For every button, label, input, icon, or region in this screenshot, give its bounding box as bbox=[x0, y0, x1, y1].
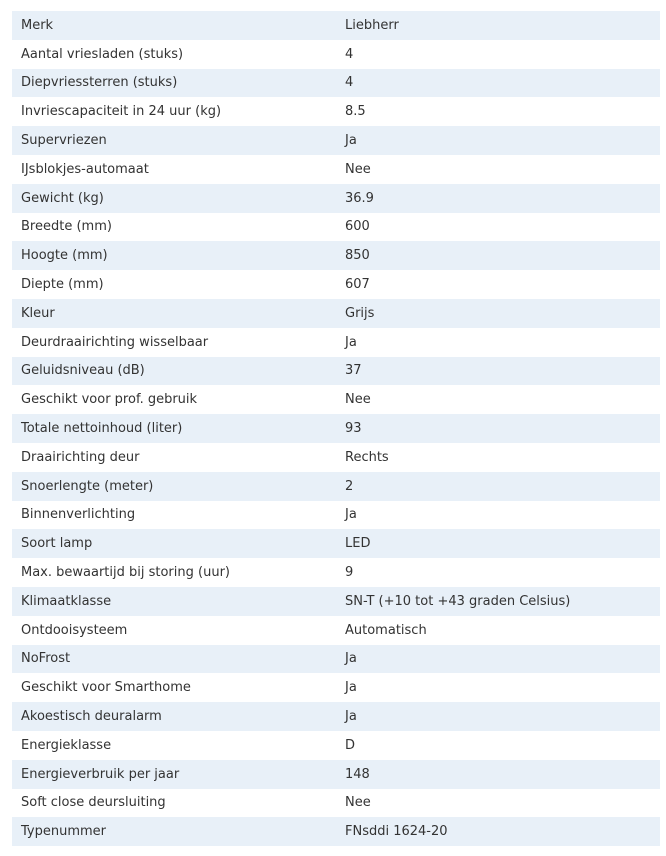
spec-row bbox=[12, 184, 660, 213]
spec-label: Typenummer bbox=[12, 817, 336, 846]
spec-value: FNsddi 1624-20 bbox=[336, 817, 660, 846]
spec-label: Klimaatklasse bbox=[12, 587, 336, 616]
spec-label: Hoogte (mm) bbox=[12, 241, 336, 270]
spec-row bbox=[12, 357, 660, 386]
spec-row bbox=[12, 241, 660, 270]
spec-row bbox=[12, 702, 660, 731]
spec-row bbox=[12, 645, 660, 674]
spec-value: 93 bbox=[336, 414, 660, 443]
spec-row bbox=[12, 414, 660, 443]
spec-row bbox=[12, 673, 660, 702]
spec-row bbox=[12, 817, 660, 846]
spec-value: Grijs bbox=[336, 299, 660, 328]
spec-row bbox=[12, 69, 660, 98]
spec-label: Aantal vriesladen (stuks) bbox=[12, 40, 336, 69]
spec-row bbox=[12, 126, 660, 155]
spec-value: 8.5 bbox=[336, 97, 660, 126]
spec-row bbox=[12, 385, 660, 414]
spec-value: 4 bbox=[336, 40, 660, 69]
spec-label: Geluidsniveau (dB) bbox=[12, 357, 336, 386]
spec-value: LED bbox=[336, 529, 660, 558]
spec-label: Energieklasse bbox=[12, 731, 336, 760]
spec-value: Nee bbox=[336, 789, 660, 818]
spec-value: Ja bbox=[336, 673, 660, 702]
spec-label: Akoestisch deuralarm bbox=[12, 702, 336, 731]
spec-value: Nee bbox=[336, 385, 660, 414]
spec-label: Geschikt voor prof. gebruik bbox=[12, 385, 336, 414]
spec-label: Invriescapaciteit in 24 uur (kg) bbox=[12, 97, 336, 126]
spec-label: Geschikt voor Smarthome bbox=[12, 673, 336, 702]
spec-row bbox=[12, 472, 660, 501]
spec-value: 4 bbox=[336, 69, 660, 98]
spec-row bbox=[12, 40, 660, 69]
spec-value: 36.9 bbox=[336, 184, 660, 213]
spec-value: D bbox=[336, 731, 660, 760]
spec-label: Draairichting deur bbox=[12, 443, 336, 472]
spec-label: Snoerlengte (meter) bbox=[12, 472, 336, 501]
spec-row bbox=[12, 97, 660, 126]
spec-label: Breedte (mm) bbox=[12, 213, 336, 242]
spec-row bbox=[12, 11, 660, 40]
spec-row bbox=[12, 501, 660, 530]
spec-label: Binnenverlichting bbox=[12, 501, 336, 530]
spec-value: Liebherr bbox=[336, 11, 660, 40]
spec-value: Ja bbox=[336, 501, 660, 530]
spec-row bbox=[12, 270, 660, 299]
spec-value: 148 bbox=[336, 760, 660, 789]
spec-row bbox=[12, 155, 660, 184]
spec-value: 607 bbox=[336, 270, 660, 299]
spec-row bbox=[12, 789, 660, 818]
spec-value: SN-T (+10 tot +43 graden Celsius) bbox=[336, 587, 660, 616]
spec-row bbox=[12, 558, 660, 587]
spec-value: Nee bbox=[336, 155, 660, 184]
spec-label: Energieverbruik per jaar bbox=[12, 760, 336, 789]
spec-value: 2 bbox=[336, 472, 660, 501]
spec-label: Diepte (mm) bbox=[12, 270, 336, 299]
spec-value: 850 bbox=[336, 241, 660, 270]
spec-label: Totale nettoinhoud (liter) bbox=[12, 414, 336, 443]
specifications-table bbox=[12, 11, 660, 846]
spec-label: Max. bewaartijd bij storing (uur) bbox=[12, 558, 336, 587]
spec-value: Ja bbox=[336, 328, 660, 357]
spec-label: Merk bbox=[12, 11, 336, 40]
spec-row bbox=[12, 616, 660, 645]
spec-value: Rechts bbox=[336, 443, 660, 472]
spec-label: Gewicht (kg) bbox=[12, 184, 336, 213]
spec-row bbox=[12, 299, 660, 328]
spec-value: 600 bbox=[336, 213, 660, 242]
spec-row bbox=[12, 328, 660, 357]
spec-row bbox=[12, 213, 660, 242]
spec-label: Diepvriessterren (stuks) bbox=[12, 69, 336, 98]
spec-value: 37 bbox=[336, 357, 660, 386]
spec-value: Ja bbox=[336, 126, 660, 155]
spec-label: Supervriezen bbox=[12, 126, 336, 155]
spec-row bbox=[12, 529, 660, 558]
spec-value: 9 bbox=[336, 558, 660, 587]
spec-row bbox=[12, 760, 660, 789]
spec-label: Soort lamp bbox=[12, 529, 336, 558]
specifications-body bbox=[12, 11, 660, 846]
spec-label: Kleur bbox=[12, 299, 336, 328]
spec-label: NoFrost bbox=[12, 645, 336, 674]
spec-value: Ja bbox=[336, 645, 660, 674]
spec-value: Ja bbox=[336, 702, 660, 731]
spec-row bbox=[12, 443, 660, 472]
spec-label: Soft close deursluiting bbox=[12, 789, 336, 818]
spec-row bbox=[12, 731, 660, 760]
spec-row bbox=[12, 587, 660, 616]
spec-value: Automatisch bbox=[336, 616, 660, 645]
spec-label: Ontdooisysteem bbox=[12, 616, 336, 645]
spec-label: IJsblokjes-automaat bbox=[12, 155, 336, 184]
spec-label: Deurdraairichting wisselbaar bbox=[12, 328, 336, 357]
